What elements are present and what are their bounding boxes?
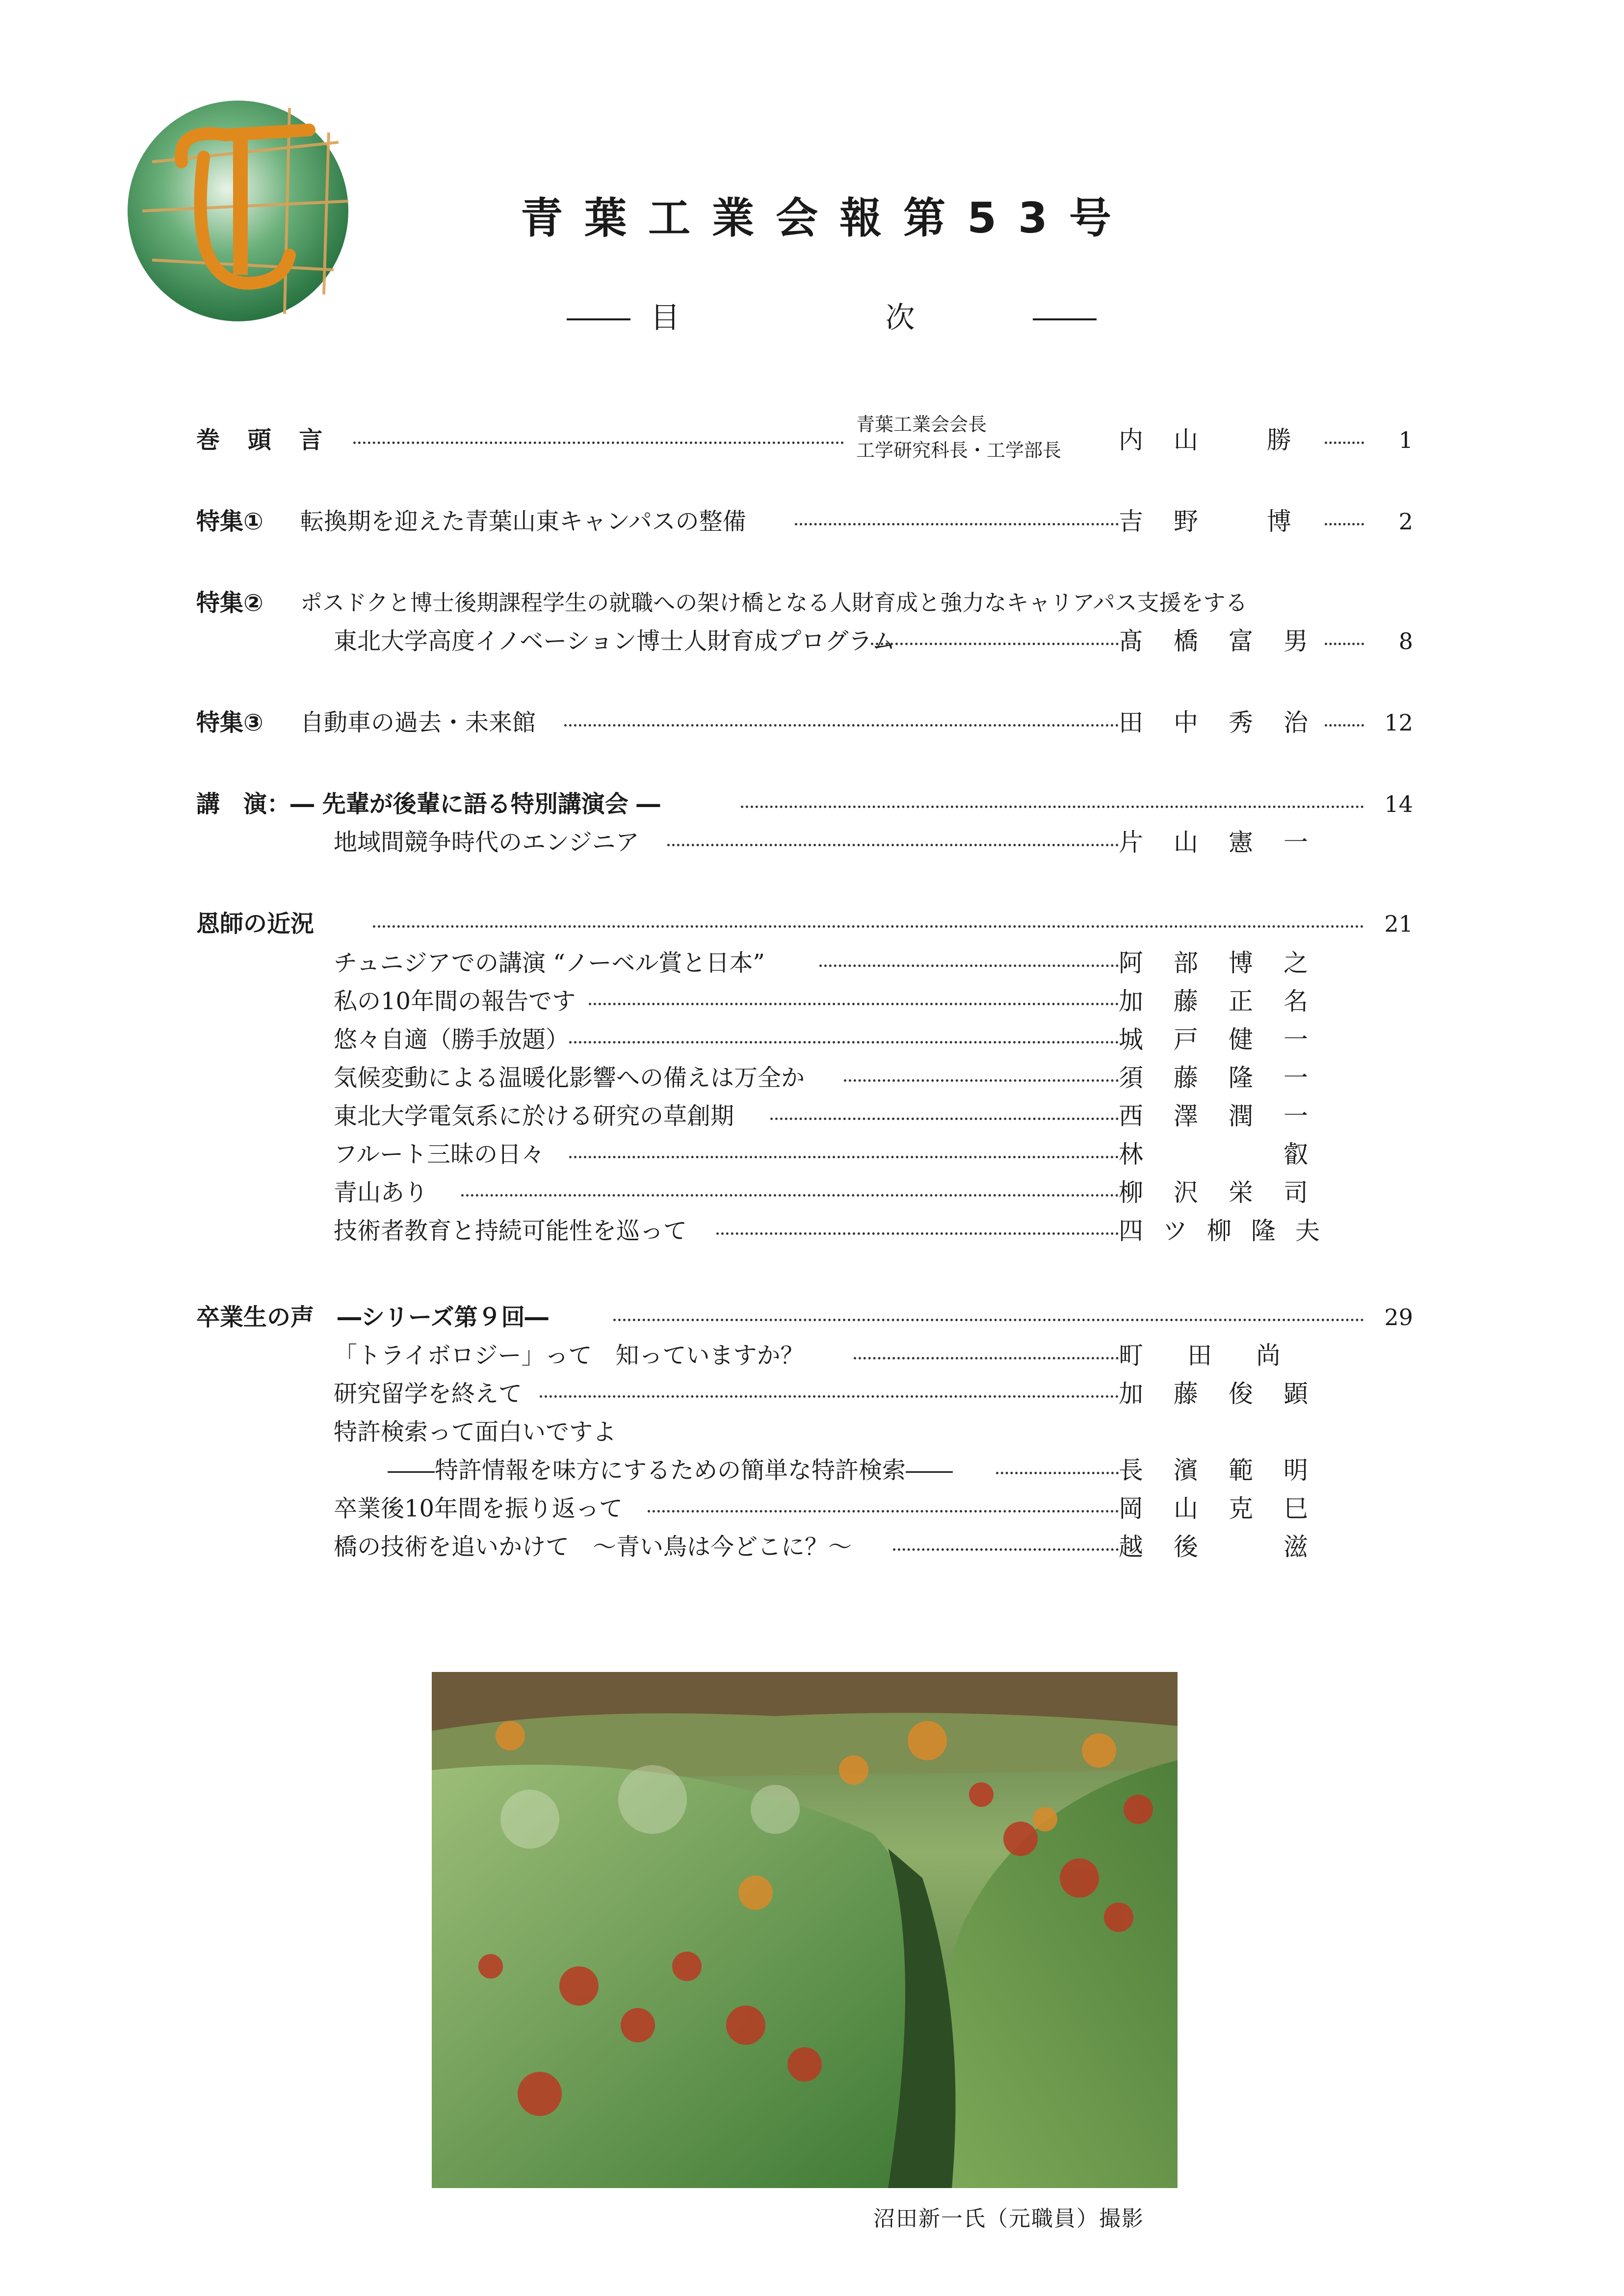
page-number: 14 [1384, 791, 1413, 817]
toc-entry-title: 私の10年間の報告です [334, 988, 576, 1015]
toc-entry-title: ポスドクと博士後期課程学生の就職への架け橋となる人財育成と強力なキャリアパス支援をする [300, 590, 1248, 616]
leader-dots [893, 1548, 1119, 1551]
toc-entry-title: 橋の技術を追いかけて ～青い鳥は今どこに？～ [334, 1533, 852, 1561]
leader-dots [589, 1003, 1119, 1005]
leader-dots [569, 1041, 1119, 1044]
toc-author: 阿部博之 [1119, 949, 1338, 977]
leader-dots [353, 442, 844, 444]
page-number: 1 [1398, 427, 1413, 453]
leader-dots [716, 1232, 1119, 1235]
leader-dots [648, 1510, 1119, 1513]
toc-entry-title: フルート三昧の日々 [334, 1141, 545, 1168]
toc-alumni-label: 卒業生の声 ―シリーズ第９回― [196, 1304, 549, 1331]
toc-entry-title: 技術者教育と持続可能性を巡って [334, 1217, 687, 1245]
leader-dots [819, 965, 1119, 967]
leader-dots [461, 1194, 1119, 1197]
toc-author: 田中秀治 [1119, 708, 1338, 737]
toc-author: 加藤俊顕 [1119, 1380, 1338, 1408]
toc-entry-title: 自動車の過去・未来館 [300, 709, 536, 736]
leader-dots [1325, 643, 1364, 645]
page-number: 2 [1398, 508, 1413, 535]
toc-author: 内山 勝 [1119, 426, 1322, 454]
toc-author: 四ツ柳隆夫 [1119, 1217, 1339, 1245]
toc-entry-title: チュニジアでの講演 “ノーベル賞と日本” [334, 949, 765, 977]
toc-entry-title: 特許検索って面白いですよ [334, 1418, 617, 1446]
page-number: 8 [1398, 628, 1413, 654]
leader-dots [1325, 523, 1364, 525]
toc-author: 林 叡 [1119, 1140, 1338, 1169]
toc-entry-subtitle: 東北大学高度イノベーション博士人財育成プログラム [334, 627, 895, 655]
toc-entry-subtitle: ――特許情報を味方にするための簡単な特許検索―― [388, 1457, 953, 1484]
toc-author: 加藤正名 [1119, 987, 1338, 1016]
toc-author: 岡山克巳 [1119, 1494, 1338, 1523]
leader-dots [871, 643, 1119, 645]
toc-preface-label: 巻 頭 言 [196, 426, 333, 454]
toc-author: 西澤潤一 [1119, 1102, 1338, 1130]
toc-teachers-label: 恩師の近況 [196, 910, 314, 938]
page-number: 29 [1384, 1304, 1413, 1331]
leader-dots [540, 1395, 1119, 1398]
toc-heading: 目 次 [0, 294, 1624, 337]
leader-dots [564, 724, 1119, 727]
toc-author: 片山憲一 [1119, 828, 1338, 857]
leader-dots [795, 523, 1119, 525]
toc-entry-title: 青山あり [334, 1179, 428, 1206]
preface-affiliation-1: 青葉工業会会長 [856, 414, 987, 435]
toc-lecture-label: 講 演：― 先輩が後輩に語る特別講演会 ― [196, 790, 660, 818]
landscape-photo [432, 1672, 1178, 2188]
page-number: 12 [1384, 709, 1413, 736]
leader-dots [667, 844, 1119, 846]
leader-dots [844, 1079, 1119, 1082]
toc-feature2-label: 特集② [196, 589, 263, 617]
toc-author: 須藤隆一 [1119, 1064, 1338, 1092]
leader-dots [373, 925, 1364, 928]
toc-author: 髙橋富男 [1119, 627, 1338, 655]
toc-entry-title: 転換期を迎えた青葉山東キャンパスの整備 [300, 508, 746, 535]
toc-entry-title: 地域間競争時代のエンジニア [334, 829, 639, 856]
toc-feature1-label: 特集① [196, 508, 263, 535]
journal-title: 青葉工業会報第53号 [521, 194, 1133, 243]
photo-credit: 沼田新一氏（元職員）撮影 [873, 2206, 1144, 2231]
toc-author: 城戸健一 [1119, 1025, 1338, 1054]
page-number: 21 [1384, 911, 1413, 937]
toc-entry-title: 卒業後10年間を振り返って [334, 1495, 623, 1522]
leader-dots [569, 1156, 1119, 1158]
leader-dots [854, 1357, 1119, 1359]
toc-entry-title: 東北大学電気系に於ける研究の草創期 [334, 1102, 734, 1130]
leader-dots [741, 806, 1364, 808]
leader-dots [613, 1319, 1364, 1321]
toc-entry-title: 研究留学を終えて [334, 1380, 523, 1408]
toc-entry-title: 悠々自適（勝手放題） [334, 1026, 570, 1053]
toc-author: 越後 滋 [1119, 1533, 1338, 1561]
toc-author: 柳沢栄司 [1119, 1178, 1338, 1207]
leader-dots [996, 1472, 1119, 1474]
leader-dots [1325, 724, 1364, 727]
toc-author: 町田尚 [1119, 1341, 1325, 1370]
toc-author: 長濱範明 [1119, 1456, 1338, 1485]
toc-entry-title: 「トライボロジー」って 知っていますか？ [334, 1342, 804, 1369]
toc-author: 吉野 博 [1119, 507, 1322, 536]
leader-dots [1325, 442, 1364, 444]
toc-entry-title: 気候変動による温暖化影響への備えは万全か [334, 1064, 805, 1092]
preface-affiliation-2: 工学研究科長・工学部長 [856, 440, 1062, 461]
leader-dots [770, 1118, 1119, 1120]
toc-feature3-label: 特集③ [196, 709, 263, 736]
